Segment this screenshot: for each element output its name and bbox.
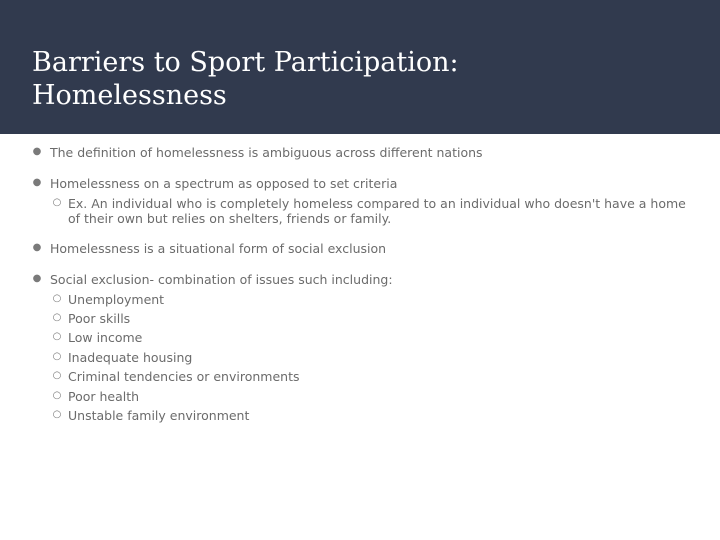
sub-item-poor-health: Poor health <box>68 389 140 404</box>
sub-item-example-text: Ex. An individual who is completely homeless compared to an individual who doesn't have a home of their own but relies on shelters, friends or family. <box>68 196 686 226</box>
sub-item-inadequate-housing: Inadequate housing <box>68 350 193 365</box>
bullet-item-2: Homelessness on a spectrum as opposed to set criteria <box>50 176 398 191</box>
bullet-item-4: Social exclusion- combination of issues such including: <box>50 272 393 287</box>
sub-bullet-marker: ○ <box>52 351 62 362</box>
sub-item-low-income: Low income <box>68 330 143 345</box>
bullet-item-1: The definition of homelessness is ambiguous across different nations <box>50 145 483 160</box>
sub-bullet-marker: ○ <box>52 409 62 420</box>
sub-item-criminal-tendencies: Criminal tendencies or environments <box>68 369 300 384</box>
sub-bullet-marker: ○ <box>52 312 62 323</box>
sub-item-poor-skills: Poor skills <box>68 311 131 326</box>
slide-title-line-2: Homelessness <box>32 80 227 111</box>
bullet-item-3: Homelessness is a situational form of social exclusion <box>50 241 387 256</box>
sub-item-example <box>68 196 686 226</box>
sub-bullet-marker: ○ <box>52 390 62 401</box>
sub-bullet-marker: ○ <box>52 370 62 381</box>
sub-item-unstable-family: Unstable family environment <box>68 408 250 423</box>
bullet-marker: ● <box>32 177 42 188</box>
bullet-marker: ● <box>32 242 42 253</box>
sub-bullet-marker: ○ <box>52 293 62 304</box>
slide-title-line-1: Barriers to Sport Participation: <box>32 47 459 78</box>
sub-bullet-marker: ○ <box>52 331 62 342</box>
bullet-marker: ● <box>32 146 42 157</box>
bullet-marker: ● <box>32 273 42 284</box>
sub-bullet-marker: ○ <box>52 197 62 208</box>
sub-item-unemployment: Unemployment <box>68 292 165 307</box>
